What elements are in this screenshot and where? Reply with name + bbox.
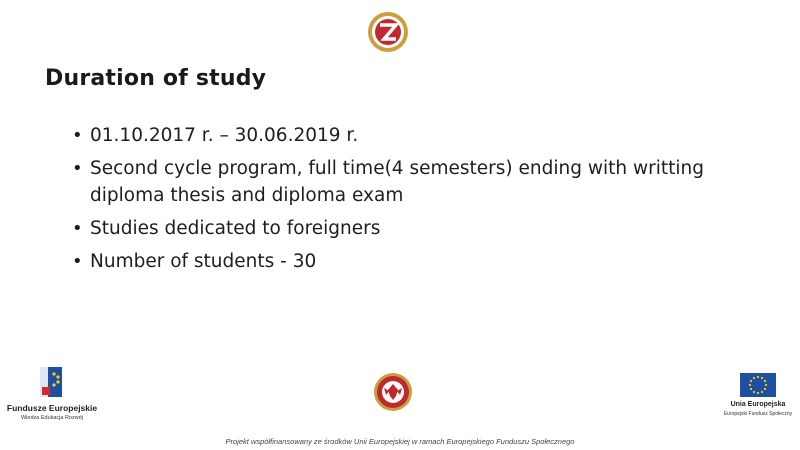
bullet-item-foreigners: • Studies dedicated to foreigners xyxy=(72,215,752,242)
university-z-logo-icon xyxy=(367,11,409,53)
fundusze-europejskie-title: Fundusze Europejskie xyxy=(6,403,98,413)
bullet-item-dates: • 01.10.2017 r. – 30.06.2019 r. xyxy=(72,122,752,149)
fundusze-europejskie-subtitle: Wiedza Edukacja Rozwój xyxy=(20,415,84,421)
cofinance-footer-text: Projekt współfinansowany ze środków Unii Europejskiej w ramach Europejskiego Funduszu Społecznego xyxy=(225,437,575,446)
eu-subtitle: Europejski Fundusz Społeczny xyxy=(723,411,793,417)
eu-title: Unia Europejska xyxy=(730,401,786,408)
bullet-list xyxy=(72,122,752,281)
fundusze-europejskie-logo xyxy=(0,365,120,425)
eu-flag-icon xyxy=(740,373,776,397)
bullet-item-program: • Second cycle program, full time(4 semesters) ending with writting diploma thesis and diploma exam xyxy=(72,155,752,209)
fundusze-europejskie-logo-icon xyxy=(38,365,64,399)
bullet-item-students: • Number of students - 30 xyxy=(72,248,752,275)
eu-logo xyxy=(716,371,800,421)
slide-title: Duration of study xyxy=(45,66,267,91)
eagle-emblem-icon xyxy=(372,372,414,412)
